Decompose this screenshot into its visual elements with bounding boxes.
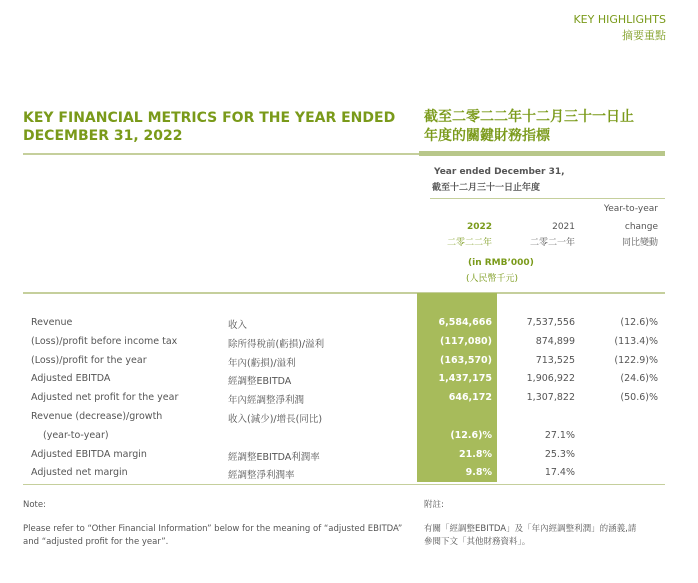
row-label-en: Adjusted EBITDA xyxy=(31,373,111,385)
row-label-zh: 收入(減少)/增長(同比) xyxy=(228,414,323,425)
row-label-zh: 除所得稅前(虧損)/溢利 xyxy=(228,338,325,350)
note-label-zh: 附註: xyxy=(424,500,444,510)
value-2022: 9.8% xyxy=(465,467,492,479)
row-label-zh: 年內(虧損)/溢利 xyxy=(228,357,296,369)
section-header-en: KEY HIGHLIGHTS xyxy=(573,13,666,26)
note-text-zh-line2: 參閱下文「其他財務資料」。 xyxy=(424,537,531,547)
change-header-en-1: Year-to-year xyxy=(603,204,658,214)
value-change: (122.9)% xyxy=(614,354,658,366)
section-header-zh: 摘要重點 xyxy=(622,29,666,42)
value-change: (50.6)% xyxy=(620,392,658,404)
value-2021: 25.3% xyxy=(544,448,575,460)
value-2022: (12.6)% xyxy=(450,429,492,441)
value-2021: 27.1% xyxy=(544,429,575,441)
value-2022: 6,584,666 xyxy=(438,317,492,328)
note-text-en-line1: Please refer to “Other Financial Information” below for the meaning of “adjusted EBITDA” xyxy=(23,524,403,534)
note-text-zh xyxy=(424,523,636,549)
row-label-en: (Loss)/profit for the year xyxy=(31,354,147,366)
value-2021: 1,906,922 xyxy=(526,373,575,385)
value-change: (12.6)% xyxy=(620,317,658,328)
title-en-line2: DECEMBER 31, 2022 xyxy=(23,128,183,144)
row-label-en: Revenue xyxy=(31,317,73,328)
value-2022: 1,437,175 xyxy=(438,373,492,385)
row-label-en: Adjusted EBITDA margin xyxy=(31,448,147,460)
row-label-en: (Loss)/profit before income tax xyxy=(31,335,178,347)
value-2022: 21.8% xyxy=(459,448,492,460)
value-2021: 7,537,556 xyxy=(526,317,575,328)
value-2021: 874,899 xyxy=(535,335,575,347)
period-rule xyxy=(430,198,665,199)
col-2022-en: 2022 xyxy=(466,222,492,232)
note-text-en-line2: and “adjusted profit for the year”. xyxy=(23,537,169,547)
table-row xyxy=(0,355,698,374)
row-label-en: Adjusted net profit for the year xyxy=(31,392,179,404)
period-label-zh: 截至十二月三十一日止年度 xyxy=(432,183,541,193)
table-row xyxy=(0,430,698,449)
row-label-zh: 經調整EBITDA利潤率 xyxy=(228,451,320,463)
table-row xyxy=(0,336,698,355)
row-label-en: (year-to-year) xyxy=(43,429,109,441)
change-header-en-2: change xyxy=(624,222,658,232)
table-row xyxy=(0,392,698,411)
title-zh-line1: 截至二零二二年十二月三十一日止 xyxy=(424,109,634,125)
unit-label-en: (in RMB’000) xyxy=(468,258,534,268)
title-zh-line2: 年度的關鍵財務指標 xyxy=(424,128,550,144)
table-row xyxy=(0,373,698,392)
row-label-en: Revenue (decrease)/growth xyxy=(31,411,163,422)
col-2022-zh: 二零二二年 xyxy=(446,238,492,248)
value-change: (24.6)% xyxy=(620,373,658,385)
value-2021: 1,307,822 xyxy=(526,392,575,404)
row-label-zh: 經調整淨利潤率 xyxy=(228,470,295,482)
title-rule-left xyxy=(23,153,419,155)
unit-label-zh: (人民幣千元) xyxy=(466,274,519,284)
table-row xyxy=(0,411,698,430)
note-label-en: Note: xyxy=(23,500,46,510)
value-2022: 646,172 xyxy=(448,392,492,404)
title-rule-right xyxy=(419,151,665,156)
period-label-en: Year ended December 31, xyxy=(434,167,565,177)
row-label-en: Adjusted net margin xyxy=(31,467,128,479)
row-label-zh: 收入 xyxy=(228,320,248,331)
value-change: (113.4)% xyxy=(614,335,658,347)
value-2022: (117,080) xyxy=(440,335,492,347)
col-2021-en: 2021 xyxy=(552,222,575,232)
title-en-line1: KEY FINANCIAL METRICS FOR THE YEAR ENDED xyxy=(23,110,396,126)
note-text-en xyxy=(23,523,402,549)
page-title-zh xyxy=(424,108,634,146)
row-label-zh: 年內經調整淨利潤 xyxy=(228,395,305,407)
value-2021: 17.4% xyxy=(544,467,575,479)
table-row xyxy=(0,317,698,336)
value-2021: 713,525 xyxy=(535,354,575,366)
table-header-rule xyxy=(23,292,665,294)
col-2021-zh: 二零二一年 xyxy=(529,238,575,248)
page-title-en xyxy=(23,109,395,145)
value-2022: (163,570) xyxy=(440,354,492,366)
note-text-zh-line1: 有關「經調整EBITDA」及「年內經調整利潤」的涵義,請 xyxy=(424,524,637,534)
table-bottom-rule xyxy=(23,484,665,485)
change-header-zh: 同比變動 xyxy=(621,238,658,248)
table-row xyxy=(0,449,698,468)
row-label-zh: 經調整EBITDA xyxy=(228,376,292,388)
